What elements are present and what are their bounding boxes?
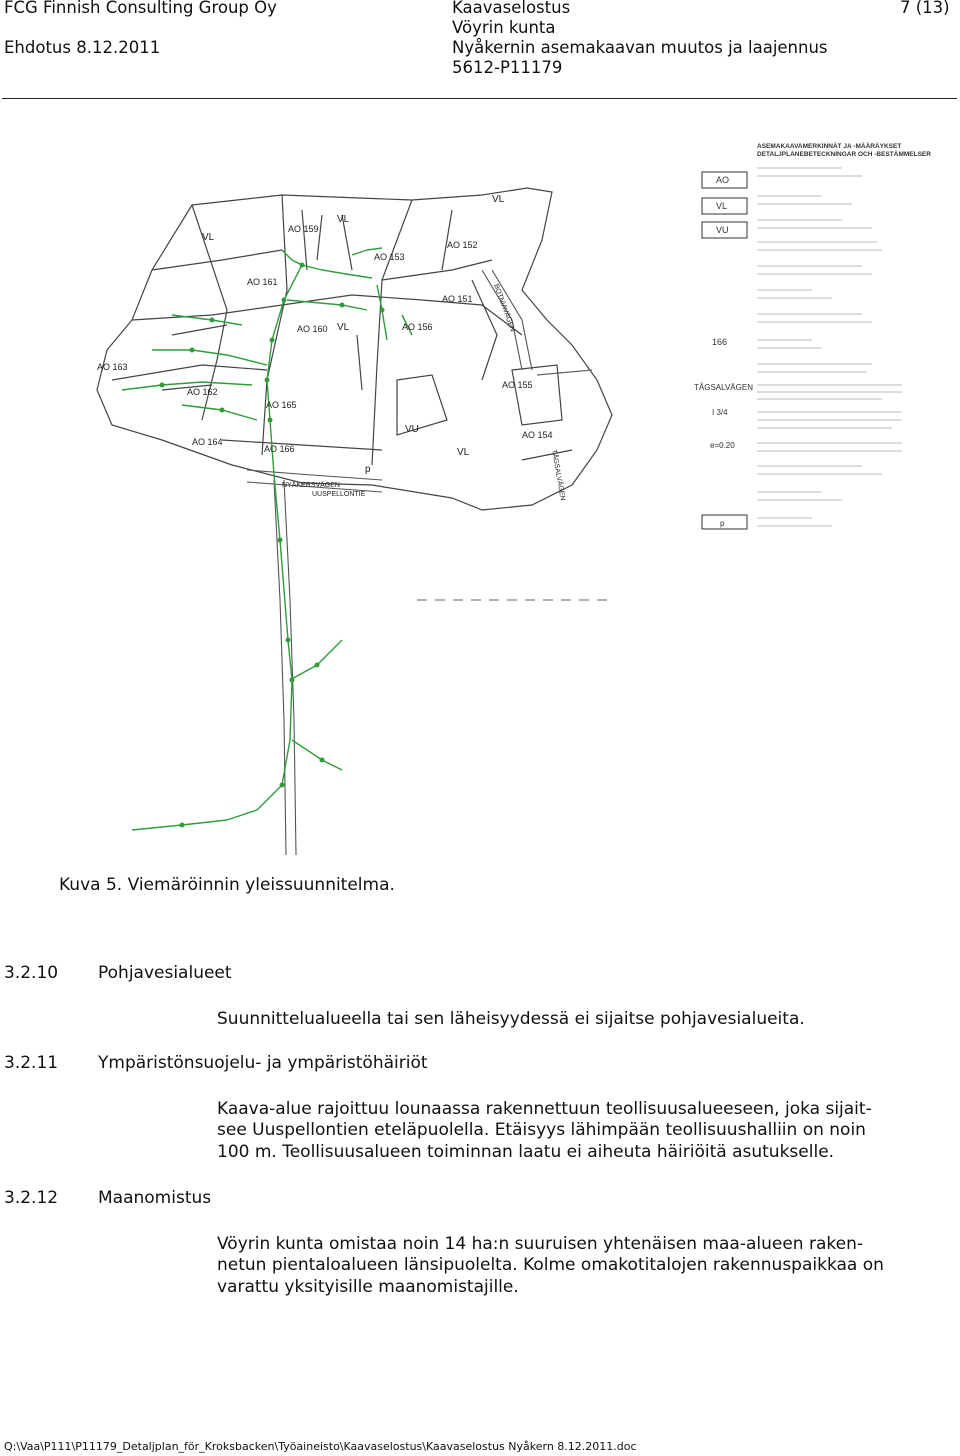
paragraph-line: netun pientaloalueen länsipuolelta. Kolme omakotitalojen rakennuspaikkaa on	[217, 1255, 884, 1276]
paragraph-line: varattu yksityisille maanomistajille.	[217, 1276, 519, 1297]
svg-text:NYÅKERSVÄGEN: NYÅKERSVÄGEN	[282, 482, 340, 489]
svg-text:AO 166: AO 166	[264, 444, 295, 454]
section-number: 3.2.11	[4, 1053, 59, 1073]
svg-text:AO 151: AO 151	[442, 294, 473, 304]
section-number: 3.2.10	[4, 963, 59, 983]
svg-text:UUSPELLONTIE: UUSPELLONTIE	[312, 491, 366, 498]
section-title: Ympäristönsuojelu- ja ympäristöhäiriöt	[98, 1053, 428, 1073]
svg-text:DETALJPLANEBETECKNINGAR OCH -B: DETALJPLANEBETECKNINGAR OCH -BESTÄMMELSER	[757, 151, 931, 158]
svg-text:AO 164: AO 164	[192, 437, 223, 447]
figure-caption: Kuva 5. Viemäröinnin yleissuunnitelma.	[59, 875, 395, 895]
svg-text:AO 165: AO 165	[266, 400, 297, 410]
svg-text:AO 160: AO 160	[297, 324, 328, 334]
header-project-code: 5612-P11179	[452, 58, 563, 77]
svg-text:AO 163: AO 163	[97, 362, 128, 372]
svg-text:AO 159: AO 159	[288, 224, 319, 234]
header-draft-date: Ehdotus 8.12.2011	[4, 38, 161, 57]
header-plan-name: Nyåkernin asemakaavan muutos ja laajennus	[452, 38, 828, 57]
header-rule	[2, 98, 957, 99]
svg-text:166: 166	[712, 337, 728, 347]
paragraph-line: see Uuspellontien eteläpuolella. Etäisyys lähimpään teollisuushalliin on noin	[217, 1120, 866, 1141]
road-labels	[282, 283, 568, 501]
plan-boundary	[97, 188, 612, 510]
svg-text:AO 161: AO 161	[247, 277, 278, 287]
header-doc-title: Kaavaselostus	[452, 0, 571, 17]
section-number: 3.2.12	[4, 1188, 59, 1208]
footer-file-path: Q:\Vaa\P111\P11179_Detaljplan_för_Kroksbacken\Työaineisto\Kaavaselostus\Kaavaselostus Nyåkern 8.12.2011.doc	[4, 1440, 637, 1453]
paragraph-line: Vöyrin kunta omistaa noin 14 ha:n suuruisen yhtenäisen maa-alueen raken-	[217, 1234, 863, 1254]
zone-label-vl: VL	[337, 214, 350, 225]
ao-labels	[97, 224, 553, 454]
svg-text:AO 162: AO 162	[187, 387, 218, 397]
legend-text-lines	[757, 168, 902, 526]
svg-text:AO 155: AO 155	[502, 380, 533, 390]
svg-text:TÅGSALVÄGEN: TÅGSALVÄGEN	[694, 383, 753, 392]
svg-text:AO 156: AO 156	[402, 322, 433, 332]
header-municipality: Vöyrin kunta	[452, 18, 556, 37]
svg-text:AO 152: AO 152	[447, 240, 478, 250]
paragraph-line: 100 m. Teollisuusalueen toiminnan laatu ei aiheuta häiriöitä asutukselle.	[217, 1141, 835, 1162]
section-title: Maanomistus	[98, 1188, 212, 1208]
section-paragraph	[217, 1234, 953, 1298]
svg-text:TÅGSALVÄGEN: TÅGSALVÄGEN	[550, 449, 566, 502]
section-paragraph	[217, 1009, 953, 1030]
sewer-network	[122, 248, 412, 830]
sewer-plan-map	[52, 120, 957, 855]
zone-label-vl: VL	[457, 447, 470, 458]
svg-text:VL: VL	[716, 201, 728, 211]
svg-text:AO 153: AO 153	[374, 252, 405, 262]
zone-label-p: p	[365, 464, 371, 475]
map-legend	[694, 142, 931, 529]
paragraph-line: Kaava-alue rajoittuu lounaassa rakennettuun teollisuusalueeseen, joka sijait-	[217, 1099, 872, 1119]
road-nyakersvagen	[247, 470, 382, 480]
section-paragraph	[217, 1099, 953, 1163]
sewer-manholes	[160, 263, 385, 828]
svg-text:VU: VU	[716, 225, 729, 235]
svg-text:AO: AO	[716, 175, 730, 185]
paragraph-line: Suunnittelualueella tai sen läheisyydessä ei sijaitse pohjavesialueita.	[217, 1009, 805, 1029]
zone-label-vl: VL	[337, 322, 350, 333]
svg-text:ASEMAKAAVAMERKINNÄT JA -MÄÄRÄY: ASEMAKAAVAMERKINNÄT JA -MÄÄRÄYKSET	[757, 143, 902, 150]
svg-text:AO 154: AO 154	[522, 430, 553, 440]
zone-label-vu: VU	[405, 424, 419, 435]
header-company: FCG Finnish Consulting Group Oy	[4, 0, 277, 17]
svg-text:I 3/4: I 3/4	[712, 408, 728, 417]
svg-text:e=0.20: e=0.20	[710, 441, 735, 450]
header-page-number: 7 (13)	[900, 0, 950, 17]
svg-text:p: p	[720, 519, 725, 528]
section-title: Pohjavesialueet	[98, 963, 232, 983]
zone-label-vl: VL	[492, 194, 505, 205]
zone-label-vl: VL	[202, 232, 215, 243]
svg-text:BOTNIAVÄGEN: BOTNIAVÄGEN	[492, 283, 516, 333]
